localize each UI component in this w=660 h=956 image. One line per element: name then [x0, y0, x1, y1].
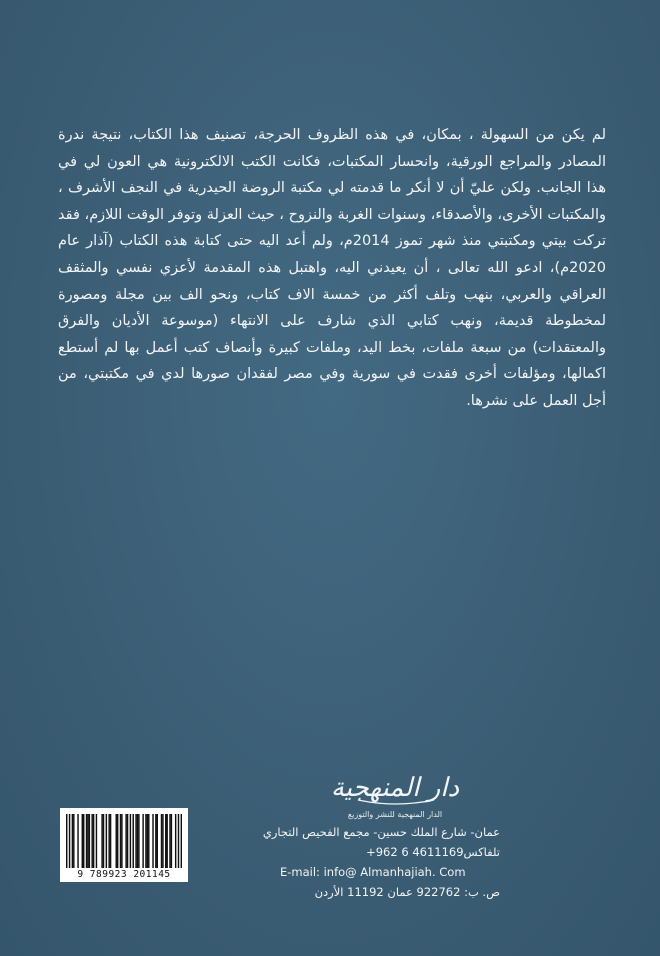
barcode-bar — [87, 814, 88, 868]
barcode-bar — [125, 814, 126, 868]
back-cover-text — [58, 122, 606, 415]
barcode-bar — [86, 814, 87, 868]
barcode-bar — [152, 814, 153, 868]
barcode-bar — [165, 814, 166, 868]
blurb-paragraph: لم يكن من السهولة ، بمكان، في هذه الظروف الحرجة، تصنيف هذا الكتاب، نتيجة ندرة المصادر والمراجع الورقية، وانحسار المكتبات، فكانت الكتب الالكترونية هي العون لي في هذا الجانب. ولكن عليّ أن لا أنكر ما قدمته لي مكتبة الروضة الحيدرية في النجف الأشرف ، والمكتبات الأخرى، والأصدقاء، وسنوات الغربة والنزوح ، حيث العزلة وتوفر الوقت اللازم، فقد تركت بيتي ومكتبتي منذ شهر تموز 2014م، ولم أعد اليه حتى كتابة هذه الكتاب (آذار عام 2020م)، ادعو الله تعالى ، أن يعيدني اليه، واهتبل هذه المقدمة لأعزي نفسي والمثقف العراقي والعربي، بنهب وتلف أكثر من خمسة الاف كتاب، ونحو الف بين مجلة ومصورة لمخطوطة قديمة، ونهب كتابي الذي شارف على الانتهاء (موسوعة الأديان والفرق والمعتقدات) من سبعة ملفات، بخط اليد، وملفات كبيرة وأنصاف كتب أعمل بها لم أستطع اكمالها، ومؤلفات أخرى فقدت في سورية وفي مصر لفقدان صورها لدي في مكتبتي، من أجل العمل على نشرها. — [58, 127, 606, 409]
barcode-bar — [121, 814, 122, 868]
barcode-bar — [110, 814, 111, 868]
barcode-bar — [135, 814, 136, 868]
barcode-bar — [155, 814, 156, 868]
barcode-bar — [138, 814, 139, 868]
barcode-bar — [166, 814, 167, 868]
publisher-email: E-mail: info@ Almanhajiah. Com — [280, 865, 466, 879]
barcode-bar — [72, 814, 73, 868]
barcode-bars — [66, 814, 182, 868]
barcode-bar — [89, 814, 90, 868]
barcode-bar — [157, 814, 158, 868]
barcode-bar — [77, 814, 78, 868]
barcode-bar — [120, 814, 121, 868]
barcode-bar — [116, 814, 117, 868]
barcode-bar — [169, 814, 170, 868]
barcode-bar — [91, 814, 92, 868]
publisher-info — [262, 822, 500, 902]
publisher-address: عمان- شارع الملك حسين- مجمع الفحيص التجاري — [262, 825, 500, 839]
barcode-bar — [145, 814, 146, 868]
barcode-bar — [66, 814, 67, 868]
barcode-bar — [73, 814, 74, 868]
publisher-telefax: تلفاكس4611169 6 962+ — [366, 845, 500, 859]
barcode-bar — [83, 814, 84, 868]
barcode-bar — [69, 814, 70, 868]
publisher-tagline: الدار المنهجية للنشر والتوزيع — [347, 810, 443, 819]
barcode-bar — [96, 814, 97, 868]
barcode-bar — [127, 814, 128, 868]
barcode-bar — [101, 814, 102, 868]
barcode-bar — [175, 814, 176, 868]
isbn-barcode — [60, 808, 188, 882]
barcode-bar — [181, 814, 182, 868]
barcode-bar — [132, 814, 133, 868]
barcode-bar — [162, 814, 163, 868]
barcode-bar — [82, 814, 83, 868]
barcode-bar — [147, 814, 148, 868]
barcode-bar — [108, 814, 109, 868]
publisher-logo — [330, 760, 460, 810]
barcode-bar — [103, 814, 104, 868]
barcode-bar — [106, 814, 107, 868]
barcode-bar — [93, 814, 94, 868]
publisher-pobox: ص. ب: 922762 عمان 11192 الأردن — [314, 885, 500, 899]
barcode-bar — [178, 814, 179, 868]
barcode-bar — [137, 814, 138, 868]
barcode-bar — [171, 814, 172, 868]
barcode-bar — [117, 814, 118, 868]
barcode-bar — [148, 814, 149, 868]
barcode-bar — [130, 814, 131, 868]
logo-lettering: دار المنهجية — [330, 773, 460, 803]
barcode-bar — [161, 814, 162, 868]
barcode-bar — [142, 814, 143, 868]
isbn-number: 9 789923 201145 — [77, 869, 171, 880]
